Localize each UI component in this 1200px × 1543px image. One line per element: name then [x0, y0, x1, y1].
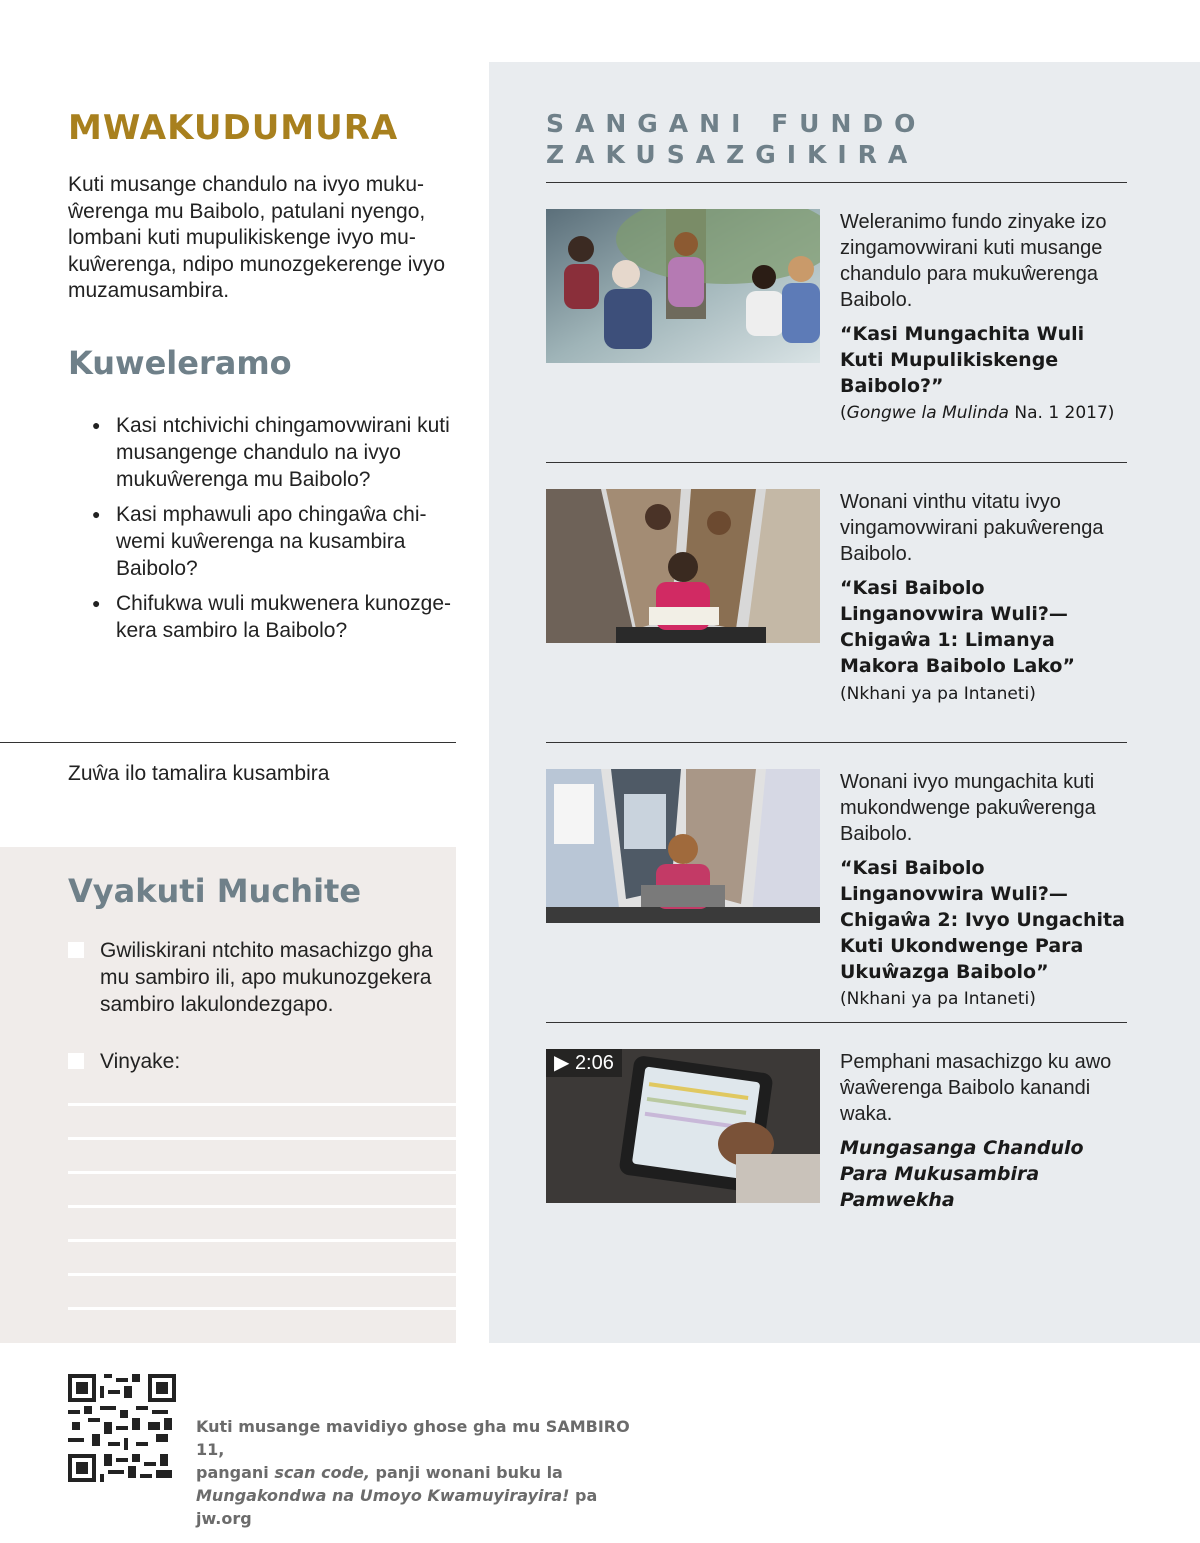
divider: [0, 742, 456, 743]
resource-title[interactable]: Mungasanga Chandulo Para Mukusambira Pamwekha: [840, 1137, 1084, 1211]
resource-text: [840, 209, 1127, 426]
todo-item[interactable]: [68, 937, 438, 1018]
resource-thumbnail[interactable]: [546, 769, 820, 923]
section-heading: MWAKUDUMURA: [68, 108, 399, 148]
resource-text: [840, 1049, 1127, 1213]
resource-source: (Nkhani ya pa Intaneti): [840, 989, 1036, 1009]
resource-source: [840, 403, 1114, 423]
divider: [546, 742, 1127, 743]
checkbox[interactable]: [68, 942, 84, 958]
resource-description: Weleranimo fundo zinyake izo zingamovwirani kuti musange chandulo para mukuŵerenga Baibolo.: [840, 211, 1107, 311]
divider: [546, 1022, 1127, 1023]
resource-text: [840, 769, 1127, 1012]
writing-line[interactable]: [68, 1137, 456, 1140]
review-question: ● Chifukwa wuli mukwenera kunozgekera sambiro la Baibolo?: [92, 590, 462, 644]
footer-text: scan code,: [274, 1463, 370, 1482]
todo-item-label: Vinyake:: [100, 1050, 181, 1073]
video-thumbnail[interactable]: [546, 1049, 820, 1203]
qr-code-icon[interactable]: [68, 1374, 176, 1482]
video-duration-badge: ▶ 2:06: [546, 1049, 622, 1077]
writing-line[interactable]: [68, 1205, 456, 1208]
resource-title[interactable]: [840, 855, 1127, 1012]
resource-thumbnail[interactable]: [546, 489, 820, 643]
resources-heading-line: SANGANI FUNDO: [546, 109, 927, 138]
review-questions: [92, 412, 462, 652]
footer-text: panji wonani buku la: [369, 1463, 563, 1482]
resource-title-text[interactable]: “Kasi Baibolo Linganovwira Wuli?—Chigaŵa 1: Limanya Makora Baibolo Lako”: [840, 577, 1075, 677]
writing-line[interactable]: [68, 1239, 456, 1242]
resource-text: [840, 489, 1127, 707]
todo-item-label: Gwiliskirani ntchito masachizgo gha mu sambiro ili, apo mukunozgekera sambiro lakulondezgapo.: [100, 939, 433, 1016]
book-title[interactable]: Mungakondwa na Umoyo Kwamuyirayira!: [196, 1486, 570, 1505]
resource-item[interactable]: [546, 489, 1127, 719]
source-publication: Gongwe la Mulinda: [846, 403, 1009, 423]
source-paren: (: [840, 403, 847, 423]
footer-line: Kuti musange mavidiyo ghose gha mu SAMBIRO 11,: [196, 1417, 630, 1459]
date-completed-label: Zuŵa ilo tamalira kusambira: [68, 762, 330, 785]
review-heading: Kuweleramo: [68, 344, 292, 382]
resource-title-text[interactable]: “Kasi Mungachita Wuli Kuti Mupulikiskenge Baibolo?”: [840, 323, 1085, 397]
divider: [546, 182, 1127, 183]
resource-description: Pemphani masachizgo ku awo ŵaŵerenga Baibolo kanandi waka.: [840, 1051, 1112, 1125]
footer-line: [196, 1461, 656, 1484]
resource-item[interactable]: [546, 1049, 1127, 1209]
divider: [546, 462, 1127, 463]
intro-paragraph: Kuti musange chandulo na ivyo mukuŵerenga mu Baibolo, patulani nyengo, lombani kuti mupulikiskenge ivyo mukuŵerenga, ndipo munozgekerenge ivyo muzamusambira.: [68, 173, 446, 302]
writing-line[interactable]: [68, 1103, 456, 1106]
writing-line[interactable]: [68, 1273, 456, 1276]
resource-title[interactable]: [840, 575, 1127, 707]
footer-text: pa jw.org: [196, 1486, 598, 1528]
resources-heading: [546, 108, 926, 170]
writing-line[interactable]: [68, 1171, 456, 1174]
todo-item[interactable]: [68, 1048, 438, 1075]
footer-note: [196, 1415, 656, 1530]
todo-panel: [0, 847, 456, 1343]
footer-text: pangani: [196, 1463, 275, 1482]
resource-item[interactable]: [546, 769, 1127, 1009]
resource-title[interactable]: [840, 321, 1127, 426]
resources-heading-line: ZAKUSAZGIKIRA: [546, 140, 919, 169]
resource-thumbnail[interactable]: [546, 209, 820, 363]
resource-description: Wonani ivyo mungachita kuti mukondwenge pakuŵerenga Baibolo.: [840, 771, 1096, 845]
review-question: ● Kasi mphawuli apo chingaŵa chiwemi kuŵerenga na kusambira Baibolo?: [92, 501, 462, 582]
todo-heading: Vyakuti Muchite: [68, 872, 362, 910]
checkbox[interactable]: [68, 1053, 84, 1069]
source-issue: Na. 1 2017): [1008, 403, 1115, 423]
resource-title-text[interactable]: “Kasi Baibolo Linganovwira Wuli?—Chigaŵa 2: Ivyo Ungachita Kuti Ukondwenge Para Ukuŵazga Baibolo”: [840, 857, 1125, 983]
footer-line: [196, 1484, 656, 1530]
resource-source: (Nkhani ya pa Intaneti): [840, 684, 1036, 704]
review-question: ● Kasi ntchivichi chingamovwirani kuti musangenge chandulo na ivyo mukuŵerenga mu Baibolo?: [92, 412, 462, 493]
writing-line[interactable]: [68, 1307, 456, 1310]
resource-item[interactable]: [546, 209, 1127, 439]
resource-description: Wonani vinthu vitatu ivyo vingamovwirani pakuŵerenga Baibolo.: [840, 491, 1104, 565]
